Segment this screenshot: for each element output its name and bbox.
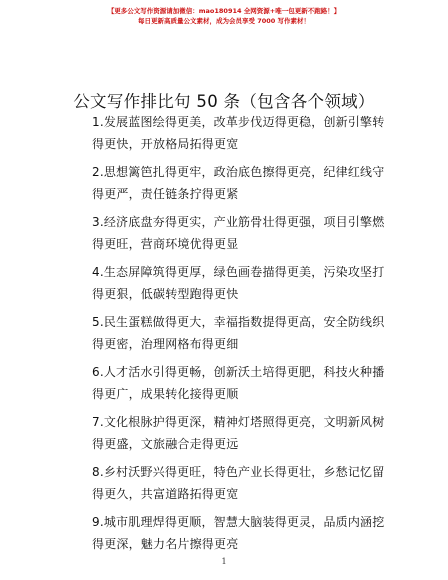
item-text: 民生蛋糕做得更大，幸福指数提得更高，安全防线织得更密，治理网格布得更细 — [92, 315, 385, 351]
item-text: 乡村沃野兴得更旺，特色产业长得更壮，乡愁记忆留得更久，共富道路拓得更宽 — [92, 465, 385, 501]
list-item — [92, 411, 392, 455]
list-item — [92, 161, 392, 205]
item-number: 1. — [92, 115, 104, 129]
item-text: 发展蓝图绘得更美，改革步伐迈得更稳，创新引擎转得更快，开放格局拓得更宽 — [92, 115, 385, 151]
page-number: 1 — [221, 557, 227, 566]
list-item — [92, 211, 392, 255]
list-item — [92, 311, 392, 355]
item-text: 生态屏障筑得更厚，绿色画卷描得更美，污染攻坚打得更狠，低碳转型跑得更快 — [92, 265, 385, 301]
item-number: 3. — [92, 215, 104, 229]
item-number: 8. — [92, 465, 104, 479]
list-item — [92, 361, 392, 405]
item-text: 人才活水引得更畅，创新沃土培得更肥，科技火种播得更广，成果转化接得更顺 — [92, 365, 385, 401]
item-number: 5. — [92, 315, 104, 329]
item-number: 6. — [92, 365, 104, 379]
item-number: 4. — [92, 265, 104, 279]
promo-banner-line-2: 每日更新高质量公文素材，成为会员享受 7000 写作素材！ — [137, 17, 311, 25]
list-item — [92, 261, 392, 305]
item-number: 7. — [92, 415, 104, 429]
item-text: 文化根脉护得更深，精神灯塔照得更亮，文明新风树得更盛，文旅融合走得更远 — [92, 415, 385, 451]
item-text: 经济底盘夯得更实，产业筋骨壮得更强，项目引擎燃得更旺，营商环境优得更显 — [92, 215, 385, 251]
sentence-list — [92, 111, 392, 561]
list-item — [92, 511, 392, 555]
list-item — [92, 111, 392, 155]
promo-banner-line-1: 【更多公文写作资源请加微信：mao180914 全网资源+唯一包更新不跑路！】 — [107, 7, 341, 15]
item-number: 2. — [92, 165, 104, 179]
item-text: 思想篱笆扎得更牢，政治底色擦得更亮，纪律红线守得更严，责任链条拧得更紧 — [92, 165, 385, 201]
item-number: 9. — [92, 515, 104, 529]
list-item — [92, 461, 392, 505]
document-title: 公文写作排比句 50 条（包含各个领域） — [73, 92, 375, 111]
item-text: 城市肌理焊得更顺，智慧大脑装得更灵，品质内涵挖得更深，魅力名片擦得更亮 — [92, 515, 385, 551]
promo-banner — [0, 6, 448, 26]
